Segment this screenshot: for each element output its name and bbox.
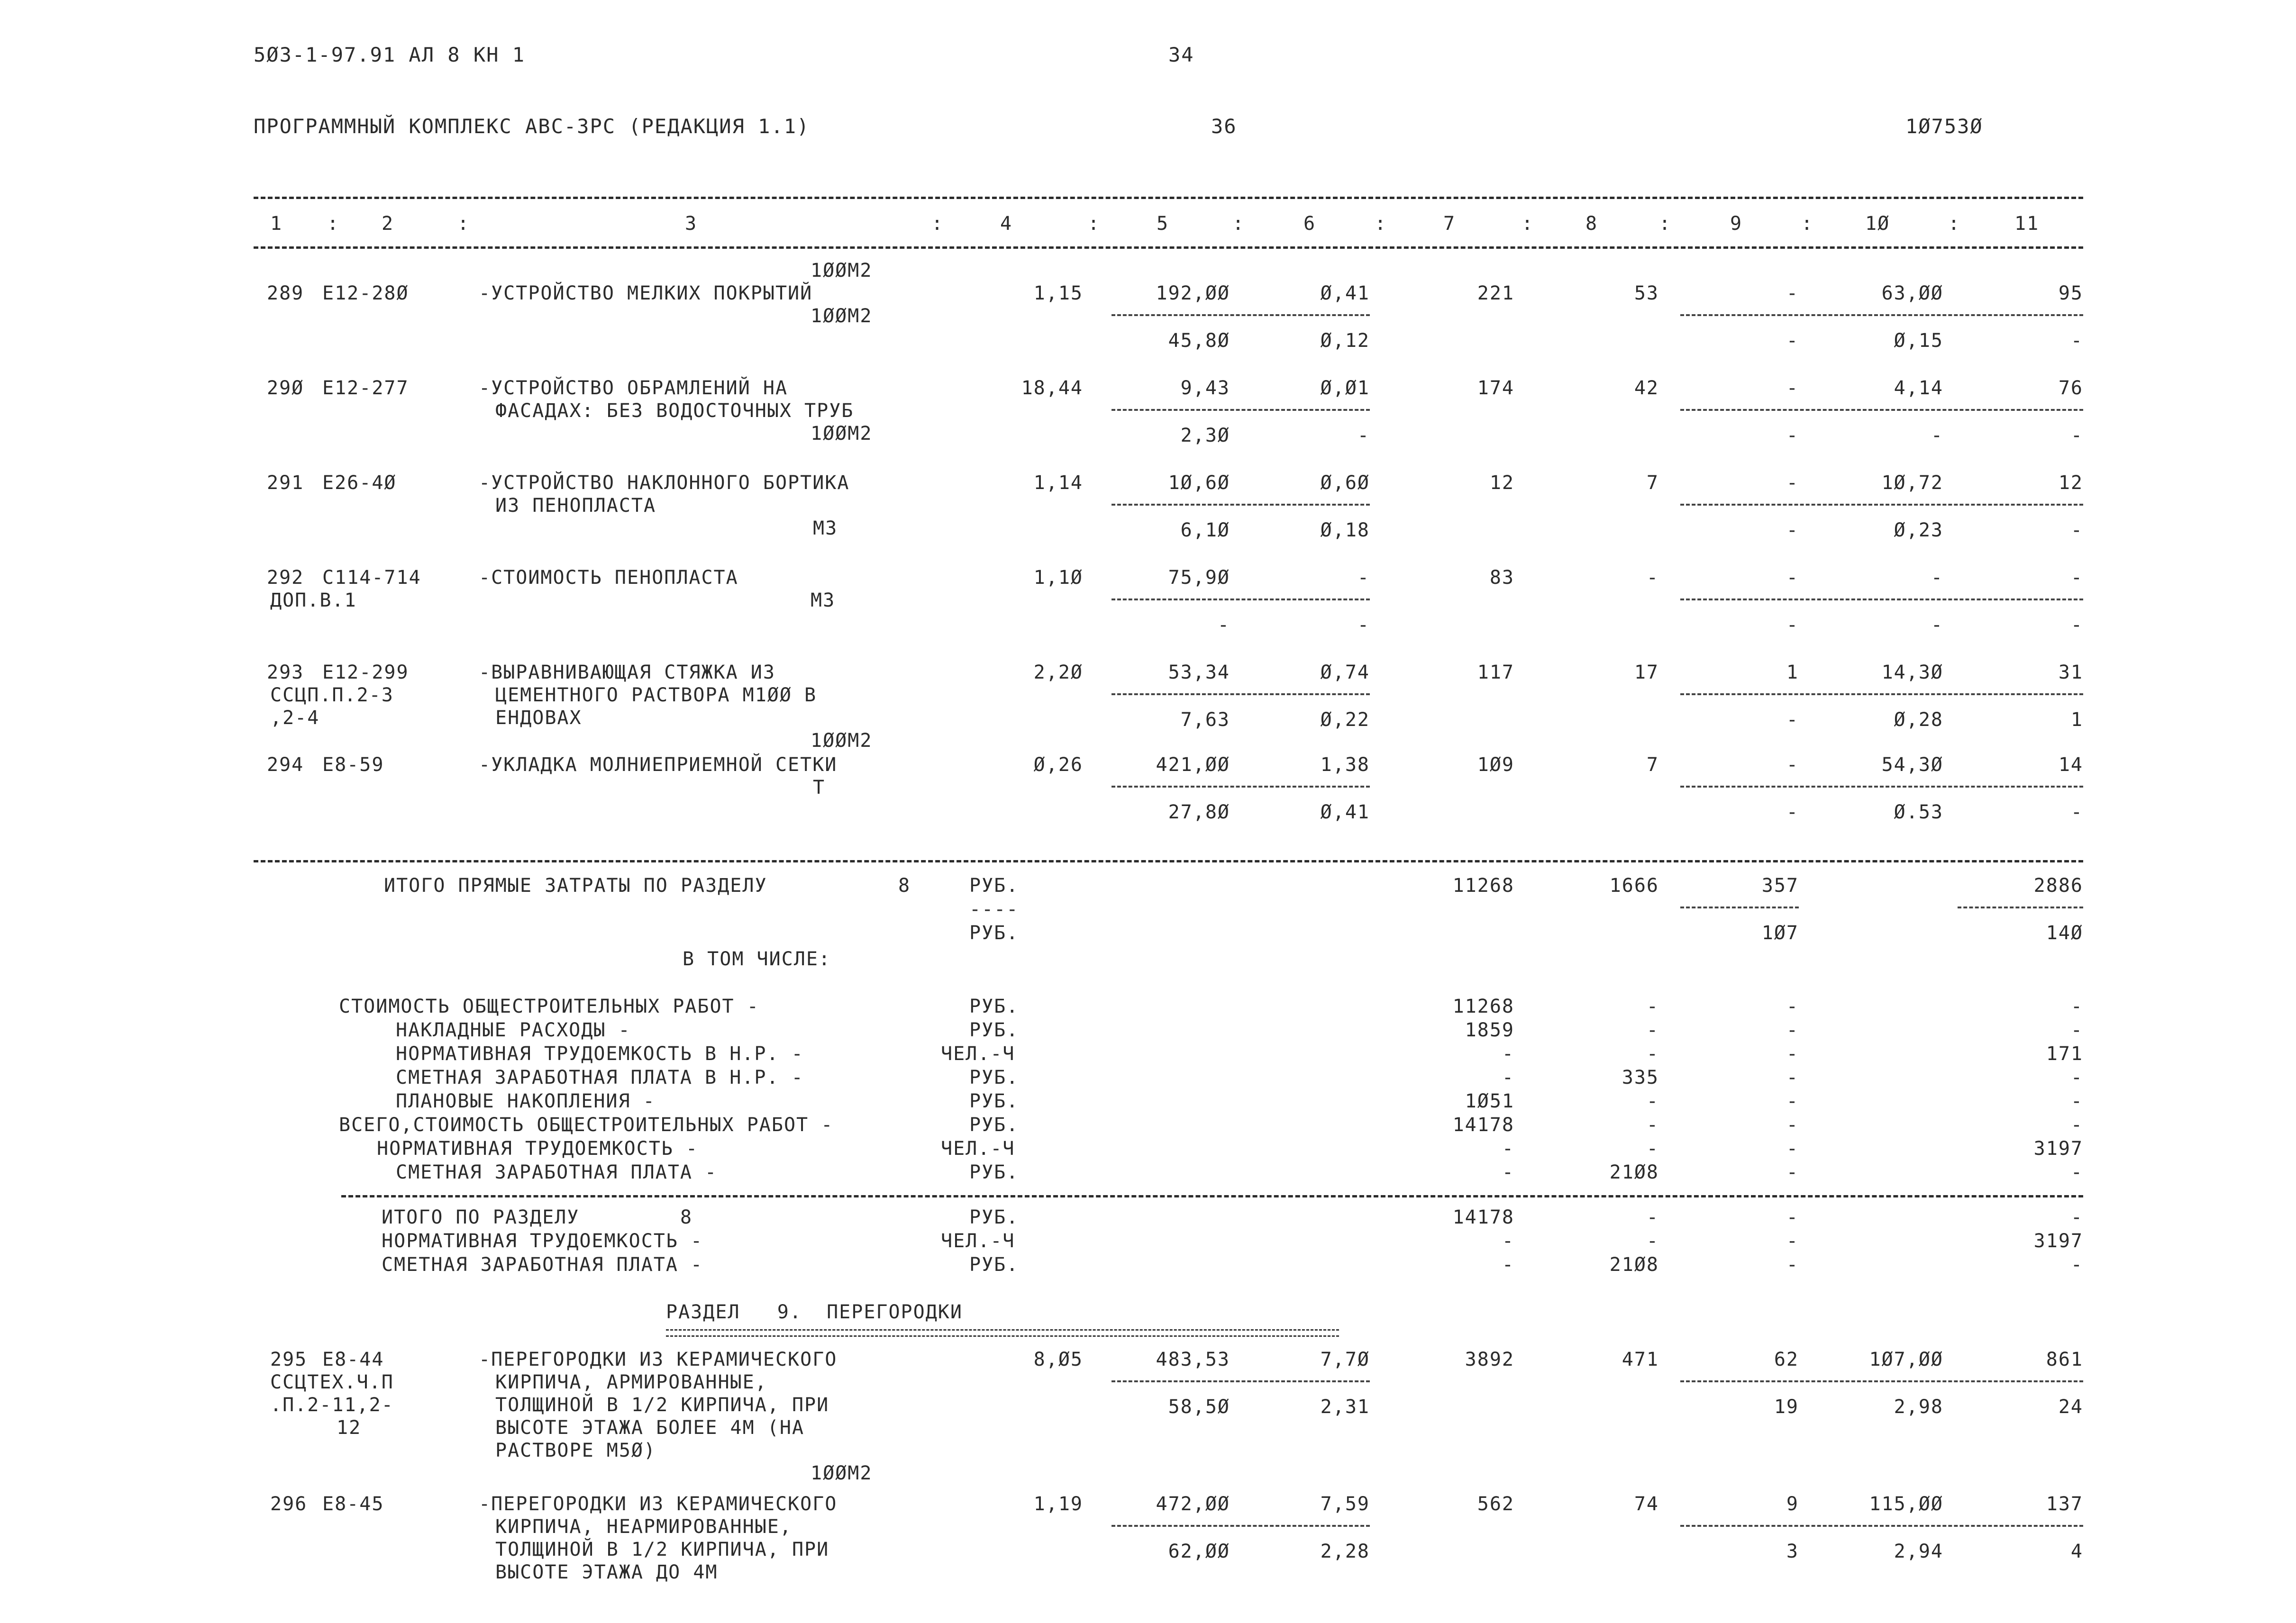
work-description: -ПЕРЕГОРОДКИ ИЗ КЕРАМИЧЕСКОГО [479,1493,838,1515]
cell-c9: 9 [1786,1493,1799,1515]
cell-c5: 9,43 [1180,377,1230,399]
cell-divider [1112,598,1370,600]
section-total-c9: - [1786,1230,1799,1252]
column-header-10: 1Ø [1865,213,1890,235]
subcell-s9: - [1786,330,1799,352]
subcell-s10: Ø,23 [1894,519,1943,541]
total-line-c7: 11268 [1452,996,1514,1017]
subcell-s6: 2,28 [1320,1541,1370,1562]
page-number: 36 [1211,115,1237,138]
total-line-unit: ЧЕЛ.-Ч [941,1138,1015,1160]
page-top-number: 34 [1168,43,1194,66]
subcell-s9: - [1786,801,1799,823]
subcell-s9: 19 [1774,1396,1799,1418]
total-line-c7: - [1502,1043,1514,1065]
cell-c7: 1Ø9 [1477,754,1514,776]
work-description: -УКЛАДКА МОЛНИЕПРИЕМНОЙ СЕТКИ [479,754,838,776]
section-total-unit: РУБ. [969,1206,1019,1228]
total-line-c8: - [1646,1138,1659,1160]
total-line-c9: - [1786,1161,1799,1183]
cell-c11: 12 [2058,472,2083,494]
cell-c4: 1,1Ø [1033,567,1083,589]
total-line-c11: 3197 [2033,1138,2083,1160]
section-title-underline [666,1329,1339,1337]
norm-code: Е8-45 [322,1493,384,1515]
subcell-s5: 27,8Ø [1168,801,1230,823]
section-total-c7: - [1502,1230,1514,1252]
total-line-unit: РУБ. [969,1090,1019,1112]
column-header-3: 3 [685,213,698,235]
column-header-2: 2 [382,213,394,235]
norm-code-extra: ,2-4 [270,707,320,729]
subcell-s6: 2,31 [1320,1396,1370,1418]
direct-costs-s9: 1Ø7 [1761,922,1799,944]
cell-c11: 31 [2058,662,2083,683]
unit-label: 1ØØМ2 [811,730,873,752]
subcell-s11: 1 [2070,709,2083,731]
cell-c8: 53 [1634,282,1659,304]
cell-c4: 8,Ø5 [1033,1349,1083,1370]
subcell-s10: 2,98 [1894,1396,1943,1418]
cell-c8: - [1646,567,1659,589]
total-line-c7: - [1502,1161,1514,1183]
cell-c11: 861 [2046,1349,2083,1370]
cell-divider [1112,786,1370,788]
cell-c7: 3892 [1465,1349,1514,1370]
section-total-c11: - [2070,1206,2083,1228]
cell-c7: 83 [1489,567,1514,589]
cell-c8: 7 [1646,472,1659,494]
total-line-c11: - [2070,1019,2083,1041]
subcell-s10: - [1931,614,1943,636]
subcell-s6: - [1357,614,1370,636]
norm-code-extra: 12 [337,1417,362,1439]
cell-c9: - [1786,567,1799,589]
cell-c7: 221 [1477,282,1514,304]
cell-c9: - [1786,754,1799,776]
cell-c5: 53,34 [1168,662,1230,683]
cell-c7: 562 [1477,1493,1514,1515]
total-line-c11: - [2070,1161,2083,1183]
column-separator: : [1522,213,1534,235]
subcell-s9: - [1786,614,1799,636]
cell-c5: 1Ø,6Ø [1168,472,1230,494]
row-number: 296 [270,1493,308,1515]
total-line-c11: 171 [2046,1043,2083,1065]
norm-code: Е12-299 [322,662,409,683]
subcell-s11: - [2070,614,2083,636]
subcell-s9: - [1786,709,1799,731]
work-description: ВЫСОТЕ ЭТАЖА БОЛЕЕ 4М (НА [495,1417,805,1439]
total-line-c7: 14178 [1452,1114,1514,1136]
column-separator: : [327,213,340,235]
section-rule [254,860,2083,862]
work-description: ТОЛЩИНОЙ В 1/2 КИРПИЧА, ПРИ [495,1394,829,1416]
column-header-4: 4 [1000,213,1013,235]
total-line-label: СМЕТНАЯ ЗАРАБОТНАЯ ПЛАТА В Н.Р. - [396,1067,804,1088]
total-line-c9: - [1786,1043,1799,1065]
work-description: -ВЫРАВНИВАЮЩАЯ СТЯЖКА ИЗ [479,662,775,683]
cell-divider [1112,504,1370,506]
work-description: ЦЕМЕНТНОГО РАСТВОРА М1ØØ В [495,684,817,706]
cell-c5: 472,ØØ [1156,1493,1230,1515]
cell-c10: 115,ØØ [1869,1493,1943,1515]
norm-code: Е8-44 [322,1349,384,1370]
section-total-c8: - [1646,1230,1659,1252]
total-line-c9: - [1786,996,1799,1017]
cell-c4: Ø,26 [1033,754,1083,776]
subcell-s10: - [1931,425,1943,446]
total-line-c7: 1859 [1465,1019,1514,1041]
cell-divider [1112,693,1370,695]
cell-c10: 1Ø,72 [1881,472,1943,494]
total-line-unit: РУБ. [969,1019,1019,1041]
norm-code-extra: ССЦП.П.2-3 [270,684,394,706]
cell-divider [1680,1525,2083,1527]
cell-c10: 14,3Ø [1881,662,1943,683]
total-line-label: ВСЕГО,СТОИМОСТЬ ОБЩЕСТРОИТЕЛЬНЫХ РАБОТ - [339,1114,834,1136]
total-line-unit: РУБ. [969,1067,1019,1088]
norm-code: Е26-4Ø [322,472,397,494]
cell-c9: - [1786,377,1799,399]
subcell-s6: Ø,22 [1320,709,1370,731]
total-line-c11: - [2070,1090,2083,1112]
subcell-s5: 62,ØØ [1168,1541,1230,1562]
cell-divider [1680,786,2083,788]
column-separator: : [1232,213,1245,235]
section-total-c7: 14178 [1452,1206,1514,1228]
cell-c10: 54,3Ø [1881,754,1943,776]
norm-code: Е12-277 [322,377,409,399]
subcell-s11: 24 [2058,1396,2083,1418]
doc-code: 5Ø3-1-97.91 АЛ 8 КН 1 [254,43,526,66]
cell-divider [1680,314,2083,316]
norm-code-extra: ССЦТЕХ.Ч.П [270,1371,394,1393]
total-line-label: НОРМАТИВНАЯ ТРУДОЕМКОСТЬ В Н.Р. - [396,1043,804,1065]
total-line-c8: 335 [1622,1067,1659,1088]
column-separator: : [1659,213,1672,235]
norm-code-extra: .П.2-11,2- [270,1394,394,1416]
column-header-8: 8 [1585,213,1598,235]
section-total-c9: - [1786,1206,1799,1228]
subcell-s5: - [1217,614,1230,636]
cell-c10: - [1931,567,1943,589]
unit-label: 1ØØМ2 [811,423,873,444]
section-total-unit: РУБ. [969,1254,1019,1276]
total-line-unit: ЧЕЛ.-Ч [941,1043,1015,1065]
total-line-c8: - [1646,1043,1659,1065]
cell-c6: 1,38 [1320,754,1370,776]
subcell-s10: 2,94 [1894,1541,1943,1562]
cell-divider [1680,693,2083,695]
cell-c8: 17 [1634,662,1659,683]
subcell-s5: 58,5Ø [1168,1396,1230,1418]
direct-costs-unit: РУБ. [969,922,1019,944]
column-header-11: 11 [2014,213,2040,235]
norm-code: С114-714 [322,567,421,589]
work-description: -УСТРОЙСТВО ОБРАМЛЕНИЙ НА [479,377,788,399]
direct-costs-section: 8 [898,875,911,897]
cell-c5: 75,9Ø [1168,567,1230,589]
totals-rule [341,1195,2083,1197]
document-number: 1Ø753Ø [1905,115,1983,138]
total-line-c11: - [2070,1114,2083,1136]
row-number: 291 [267,472,304,494]
cell-divider [1112,1380,1370,1382]
subcell-s5: 7,63 [1180,709,1230,731]
unit-label: 1ØØМ2 [811,305,873,327]
total-line-c9: - [1786,1019,1799,1041]
subcell-s6: Ø,18 [1320,519,1370,541]
work-description: ТОЛЩИНОЙ В 1/2 КИРПИЧА, ПРИ [495,1539,829,1560]
cell-c9: 62 [1774,1349,1799,1370]
cell-c4: 1,15 [1033,282,1083,304]
cell-c6: Ø,74 [1320,662,1370,683]
column-separator: : [1088,213,1101,235]
norm-code-extra: ДОП.В.1 [270,589,357,611]
cell-c6: Ø,6Ø [1320,472,1370,494]
subcell-s6: Ø,41 [1320,801,1370,823]
including-label: В ТОМ ЧИСЛЕ: [683,948,831,970]
direct-costs-c9: 357 [1761,875,1799,897]
column-separator: : [1375,213,1387,235]
total-line-c8: - [1646,1090,1659,1112]
section-total-c11: 3197 [2033,1230,2083,1252]
total-line-c7: 1Ø51 [1465,1090,1514,1112]
total-line-c9: - [1786,1067,1799,1088]
cell-c6: - [1357,567,1370,589]
total-line-unit: РУБ. [969,1161,1019,1183]
unit-label: М3 [813,517,838,539]
cell-c4: 1,19 [1033,1493,1083,1515]
section-total-c7: - [1502,1254,1514,1276]
section-title: РАЗДЕЛ 9. ПЕРЕГОРОДКИ [666,1301,963,1323]
cell-c5: 421,ØØ [1156,754,1230,776]
row-number: 293 [267,662,304,683]
column-separator: : [457,213,470,235]
cell-c9: - [1786,472,1799,494]
subcell-s9: - [1786,519,1799,541]
cell-divider [1112,1525,1370,1527]
direct-costs-dash: ---- [969,898,1019,920]
cell-divider [1680,409,2083,411]
work-description: -ПЕРЕГОРОДКИ ИЗ КЕРАМИЧЕСКОГО [479,1349,838,1370]
cell-c10: 4,14 [1894,377,1943,399]
section-total-unit: ЧЕЛ.-Ч [941,1230,1015,1252]
total-line-label: СТОИМОСТЬ ОБЩЕСТРОИТЕЛЬНЫХ РАБОТ - [339,996,759,1017]
header-rule-top [254,197,2083,199]
subcell-s10: Ø,15 [1894,330,1943,352]
work-description: ВЫСОТЕ ЭТАЖА ДО 4М [495,1561,718,1583]
cell-divider [1112,409,1370,411]
unit-label: 1ØØМ2 [811,260,873,281]
total-line-c9: - [1786,1114,1799,1136]
cell-c6: 7,7Ø [1320,1349,1370,1370]
cell-divider [1680,1380,2083,1382]
row-number: 295 [270,1349,308,1370]
total-line-c8: - [1646,1019,1659,1041]
direct-costs-label: ИТОГО ПРЯМЫЕ ЗАТРАТЫ ПО РАЗДЕЛУ [384,875,767,897]
cell-c11: 137 [2046,1493,2083,1515]
header-rule-bottom [254,246,2083,249]
column-header-1: 1 [270,213,283,235]
subcell-s5: 2,3Ø [1180,425,1230,446]
work-description: КИРПИЧА, НЕАРМИРОВАННЫЕ, [495,1516,792,1538]
section-total-label: НОРМАТИВНАЯ ТРУДОЕМКОСТЬ - [382,1230,703,1252]
section-total-c8: 21Ø8 [1609,1254,1659,1276]
total-line-unit: РУБ. [969,996,1019,1017]
subcell-s9: 3 [1786,1541,1799,1562]
direct-costs-c7: 11268 [1452,875,1514,897]
subcell-s6: - [1357,425,1370,446]
cell-c7: 12 [1489,472,1514,494]
total-line-label: ПЛАНОВЫЕ НАКОПЛЕНИЯ - [396,1090,656,1112]
cell-c5: 483,53 [1156,1349,1230,1370]
row-number: 29Ø [267,377,304,399]
subcell-s5: 6,1Ø [1180,519,1230,541]
cell-c9: - [1786,282,1799,304]
cell-c8: 7 [1646,754,1659,776]
cell-c7: 174 [1477,377,1514,399]
total-line-c8: 21Ø8 [1609,1161,1659,1183]
column-separator: : [1948,213,1961,235]
cell-c7: 117 [1477,662,1514,683]
subcell-s11: - [2070,330,2083,352]
total-line-c9: - [1786,1090,1799,1112]
total-line-c8: - [1646,996,1659,1017]
subcell-s11: 4 [2070,1541,2083,1562]
row-number: 292 [267,567,304,589]
subcell-s11: - [2070,425,2083,446]
norm-code: Е12-28Ø [322,282,409,304]
program-title: ПРОГРАММНЫЙ КОМПЛЕКС АВС-3РС (РЕДАКЦИЯ 1.1) [254,115,810,138]
total-line-label: НОРМАТИВНАЯ ТРУДОЕМКОСТЬ - [377,1138,699,1160]
cell-c11: 76 [2058,377,2083,399]
work-description: -УСТРОЙСТВО МЕЛКИХ ПОКРЫТИЙ [479,282,813,304]
cell-c8: 471 [1622,1349,1659,1370]
cell-c6: Ø,Ø1 [1320,377,1370,399]
unit-label: Т [813,777,826,798]
cell-divider [1680,504,2083,506]
work-description: РАСТВОРЕ М5Ø) [495,1440,656,1461]
column-header-6: 6 [1303,213,1316,235]
column-header-5: 5 [1157,213,1169,235]
section-total-label: ИТОГО ПО РАЗДЕЛУ [382,1206,580,1228]
norm-code: Е8-59 [322,754,384,776]
cell-c11: - [2070,567,2083,589]
cell-c4: 2,2Ø [1033,662,1083,683]
unit-label: 1ØØМ2 [811,1462,873,1484]
cell-c9: 1 [1786,662,1799,683]
total-line-c11: - [2070,996,2083,1017]
cell-c10: 63,ØØ [1881,282,1943,304]
cell-divider [1680,907,1799,908]
cell-c11: 95 [2058,282,2083,304]
cell-c5: 192,ØØ [1156,282,1230,304]
subcell-s10: Ø,28 [1894,709,1943,731]
work-description: КИРПИЧА, АРМИРОВАННЫЕ, [495,1371,767,1393]
work-description: ФАСАДАХ: БЕЗ ВОДОСТОЧНЫХ ТРУБ [495,400,854,422]
row-number: 289 [267,282,304,304]
direct-costs-c8: 1666 [1609,875,1659,897]
subcell-s9: - [1786,425,1799,446]
total-line-c7: - [1502,1138,1514,1160]
cell-divider [1958,907,2083,908]
total-line-label: НАКЛАДНЫЕ РАСХОДЫ - [396,1019,631,1041]
total-line-c7: - [1502,1067,1514,1088]
cell-divider [1680,598,2083,600]
total-line-label: СМЕТНАЯ ЗАРАБОТНАЯ ПЛАТА - [396,1161,718,1183]
subcell-s11: - [2070,801,2083,823]
total-line-c8: - [1646,1114,1659,1136]
work-description: ИЗ ПЕНОПЛАСТА [495,495,656,517]
subcell-s11: - [2070,519,2083,541]
section-total-label: СМЕТНАЯ ЗАРАБОТНАЯ ПЛАТА - [382,1254,703,1276]
work-description: -УСТРОЙСТВО НАКЛОННОГО БОРТИКА [479,472,850,494]
total-line-c11: - [2070,1067,2083,1088]
cell-c4: 1,14 [1033,472,1083,494]
row-number: 294 [267,754,304,776]
direct-costs-s11: 14Ø [2046,922,2083,944]
subcell-s6: Ø,12 [1320,330,1370,352]
work-description: ЕНДОВАХ [495,707,582,729]
work-description: -СТОИМОСТЬ ПЕНОПЛАСТА [479,567,738,589]
unit-label: М3 [811,589,836,611]
column-separator: : [931,213,944,235]
section-total-c8: - [1646,1206,1659,1228]
column-header-7: 7 [1443,213,1456,235]
direct-costs-unit: РУБ. [969,875,1019,897]
column-separator: : [1801,213,1814,235]
subcell-s5: 45,8Ø [1168,330,1230,352]
total-line-unit: РУБ. [969,1114,1019,1136]
section-total-c9: - [1786,1254,1799,1276]
cell-c11: 14 [2058,754,2083,776]
cell-c6: 7,59 [1320,1493,1370,1515]
total-line-c9: - [1786,1138,1799,1160]
section-total-extra: 8 [680,1206,693,1228]
cell-c8: 74 [1634,1493,1659,1515]
subcell-s10: Ø.53 [1894,801,1943,823]
column-header-9: 9 [1730,213,1743,235]
cell-c8: 42 [1634,377,1659,399]
cell-c6: Ø,41 [1320,282,1370,304]
cell-c10: 1Ø7,ØØ [1869,1349,1943,1370]
cell-divider [1112,314,1370,316]
direct-costs-c11: 2886 [2033,875,2083,897]
cell-c4: 18,44 [1021,377,1083,399]
section-total-c11: - [2070,1254,2083,1276]
